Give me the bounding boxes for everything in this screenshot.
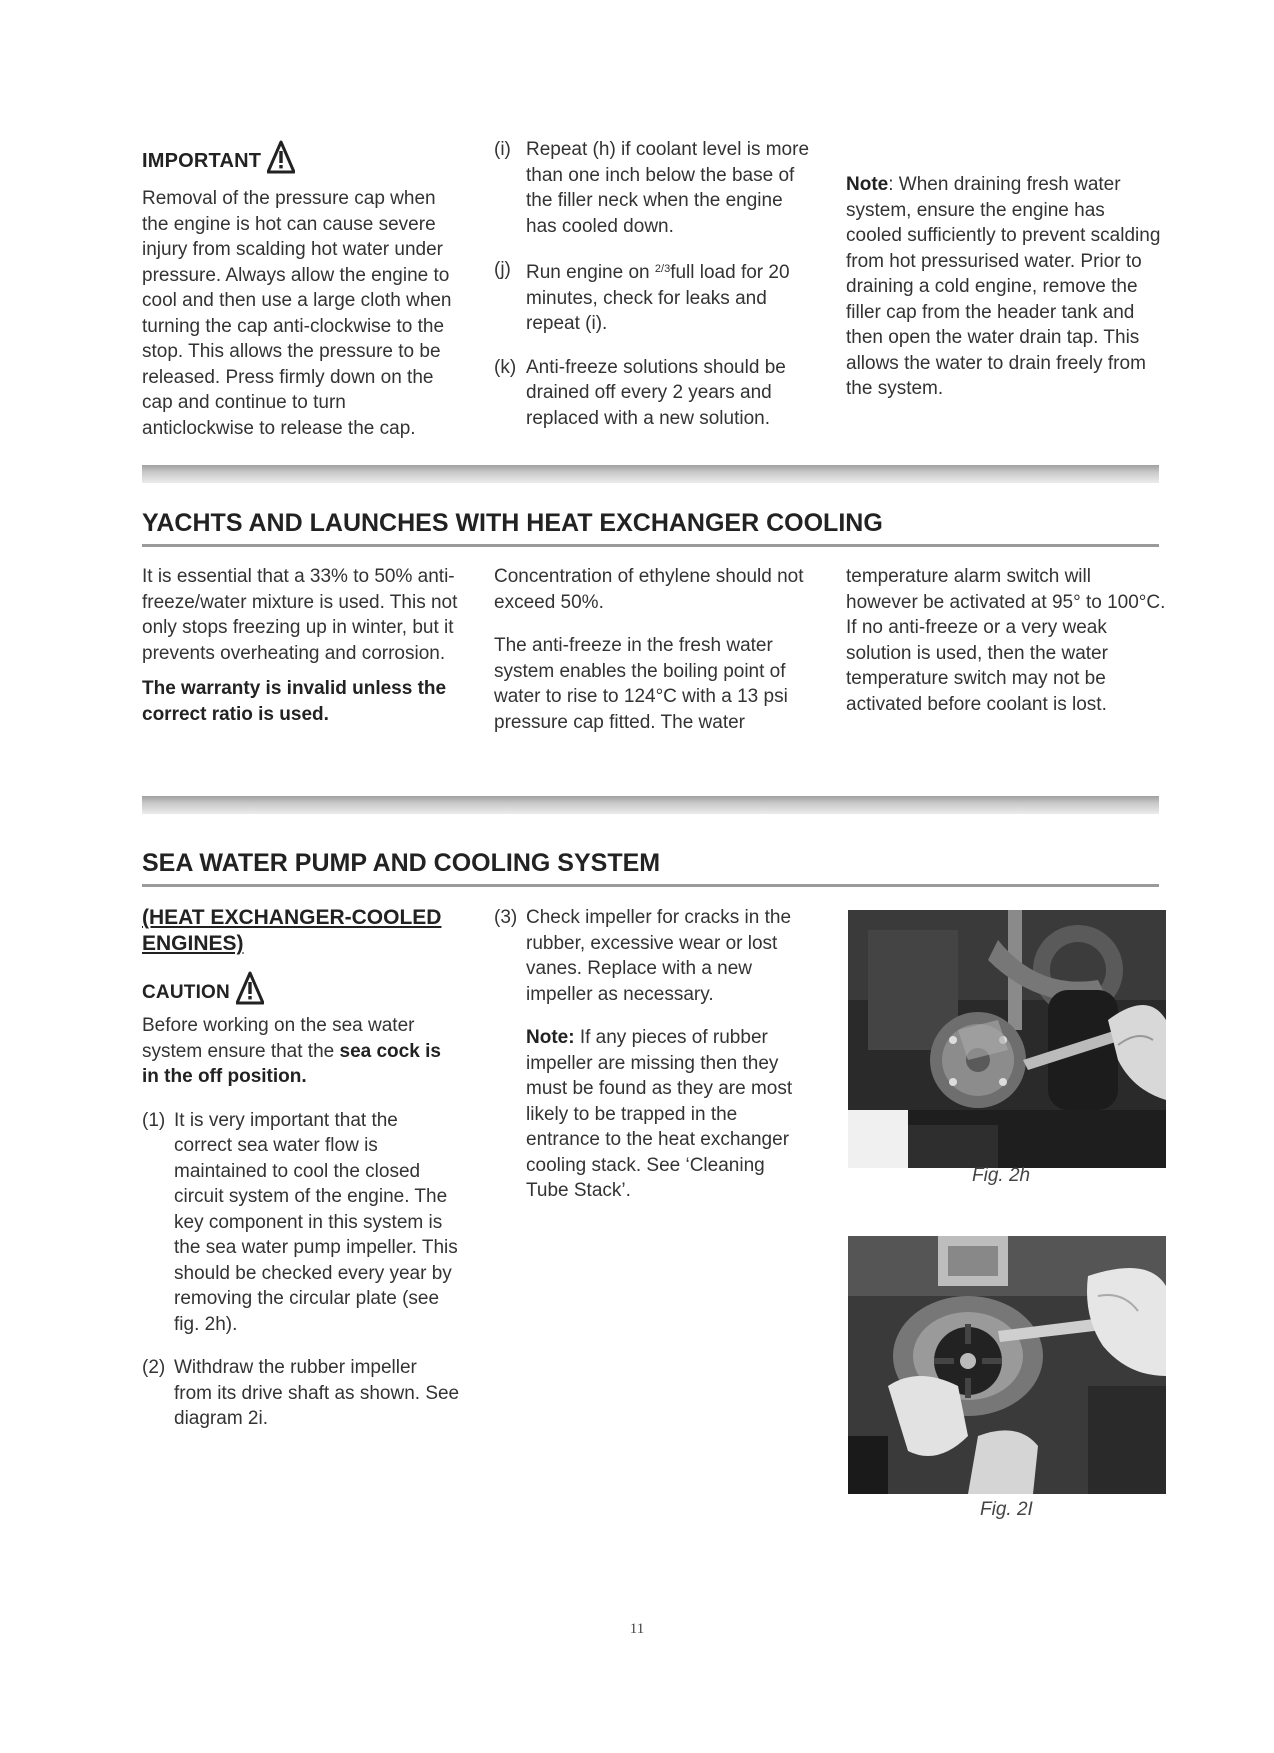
section1-col2-p1: Concentration of ethylene should not exceed 50%. [494, 566, 804, 613]
caution-heading: CAUTION [142, 981, 230, 1003]
section2-col1 [142, 905, 460, 1450]
subhead-line1: (HEAT EXCHANGER-COOLED [142, 906, 442, 929]
important-heading-row [142, 140, 460, 174]
step-label: (3) [494, 907, 518, 928]
section-divider-bar [142, 465, 1159, 483]
section1-col1 [142, 564, 460, 727]
section1-col3 [846, 564, 1168, 717]
step-label: (1) [142, 1109, 166, 1131]
step-text-after: full load for 20 minutes, check for leaks and repeat (i). [526, 262, 790, 334]
step-text [526, 257, 814, 337]
subhead-line2: ENGINES) [142, 932, 244, 955]
important-heading: IMPORTANT [142, 149, 262, 172]
caution-text-plain: Before working on the sea water system ensure that the [142, 1015, 415, 1062]
important-block [142, 140, 460, 441]
list-item [142, 1355, 460, 1432]
note-label: Note [846, 174, 889, 195]
impeller-note [526, 1025, 812, 1204]
important-text: Removal of the pressure cap when the engine is hot can cause severe injury from scalding hot water under pressure. Always allow the engine to cool and then use a large cloth when turning the cap anti-clockwise to the stop. This allows the pressure to be released. Press firmly down on the cap and continue to turn anticlockwise to release the cap. [142, 188, 452, 439]
note-text: : When draining fresh water system, ensure the engine has cooled sufficiently to prevent scalding from hot pressurised water. Prior to draining a cold engine, remove the filler cap from the header tank and then open the water drain tap. This allows the water to drain freely from the system. [846, 174, 1161, 399]
step-label: (k) [494, 356, 517, 378]
warning-triangle-icon [236, 971, 264, 1005]
page-number: 11 [629, 1621, 645, 1637]
section1-col3-text: temperature alarm switch will however be activated at 95° to 100°C. If no anti-freeze or a very weak solution is used, then the water temperature switch may not be activated before coolant is lost. [846, 566, 1166, 715]
subhead-heat-exchanger-cooled [142, 905, 460, 957]
list-item [494, 137, 814, 239]
figure-2h-photo [848, 910, 1166, 1168]
list-item [142, 1108, 460, 1338]
step-text: Check impeller for cracks in the rubber, excessive wear or lost vanes. Replace with a new impeller as necessary. [526, 907, 792, 1005]
list-item [494, 257, 814, 337]
list-item [494, 905, 812, 1007]
step-text: Anti-freeze solutions should be drained off every 2 years and replaced with a new solution. [526, 356, 786, 429]
section-title-sea-water-pump: SEA WATER PUMP AND COOLING SYSTEM [142, 848, 1159, 887]
step-label: (j) [494, 259, 511, 280]
impeller-removal-photo-illustration [848, 1236, 1166, 1494]
figure-2h-caption: Fig. 2h [972, 1165, 1031, 1186]
step-text: It is very important that the correct sea water flow is maintained to cool the closed circuit system of the engine. The key component in this system is the sea water pump impeller. This should be checked every year by removing the circular plate (see fig. 2h). [174, 1109, 458, 1335]
section1-col2-p2: The anti-freeze in the fresh water system enables the boiling point of water to rise to 124°C with a 13 psi pressure cap fitted. The water [494, 635, 788, 733]
section2-col2 [494, 905, 812, 1204]
section-divider-bar [142, 796, 1159, 814]
figure-2i-caption: Fig. 2I [980, 1499, 1033, 1520]
caution-text-bold: sea cock is in the off position. [142, 1040, 441, 1087]
step-label: (2) [142, 1357, 166, 1378]
section1-col1-text: It is essential that a 33% to 50% anti-freeze/water mixture is used. This not only stops freezing up in winter, but it prevents overheating and corrosion. [142, 566, 458, 664]
step-label: (i) [494, 139, 511, 160]
step-text: Withdraw the rubber impeller from its drive shaft as shown. See diagram 2i. [174, 1357, 460, 1429]
caution-text [142, 1013, 460, 1090]
fraction: 2/3 [654, 263, 671, 275]
note-label: Note: [526, 1027, 575, 1048]
figure-2i-photo [848, 1236, 1166, 1494]
section1-col2 [494, 564, 814, 735]
warning-triangle-icon [267, 140, 295, 174]
steps-i-to-k [494, 137, 814, 449]
engine-pump-photo-illustration [848, 910, 1166, 1168]
step-text-before: Run engine on [526, 262, 655, 283]
list-item [494, 355, 814, 432]
caution-heading-row [142, 971, 460, 1005]
note-paragraph [846, 172, 1166, 402]
step-text: Repeat (h) if coolant level is more than one inch below the base of the filler neck when the engine has cooled down. [526, 139, 810, 237]
note-text: If any pieces of rubber impeller are missing then they must be found as they are most likely to be trapped in the entrance to the heat exchanger cooling stack. See ‘Cleaning Tube Stack’. [526, 1027, 793, 1201]
section-title-heat-exchanger: YACHTS AND LAUNCHES WITH HEAT EXCHANGER COOLING [142, 508, 1159, 547]
drain-note [846, 172, 1166, 402]
warranty-warning: The warranty is invalid unless the correct ratio is used. [142, 678, 447, 725]
